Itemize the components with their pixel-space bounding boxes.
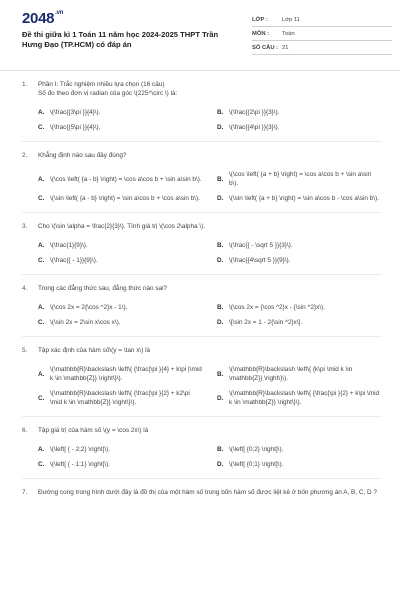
answer-option[interactable] (38, 445, 203, 454)
question-body (38, 284, 382, 293)
question-text: Tập xác định của hàm số\(y = \tan x\) là (38, 347, 151, 354)
option-label: D. (217, 124, 224, 131)
question-block (22, 346, 382, 407)
question-block (22, 222, 382, 265)
meta-value: 21 (282, 44, 289, 51)
meta-value: Toán (282, 30, 295, 37)
option-text: \(\left[ {0;1} \right]\). (229, 461, 284, 468)
option-text: \(\frac{1}{9}\). (50, 242, 88, 249)
exam-meta (252, 13, 392, 55)
meta-row-subject (252, 27, 392, 41)
answer-options (38, 170, 382, 203)
answer-option[interactable] (217, 123, 382, 132)
question-text: Số đo theo đơn vị radian của góc \(225^\circ \) là: (38, 90, 178, 97)
answer-options (38, 108, 382, 132)
option-label: D. (217, 394, 224, 402)
option-label: D. (217, 461, 224, 468)
option-text: \(\cos 2x = 2{\cos ^2}x - 1\). (50, 304, 128, 311)
answer-option[interactable] (38, 241, 203, 250)
question-number: 1. (22, 81, 28, 88)
option-text: \(\mathbb{R}\backslash \left\{ {\frac{\pi }{2} + k2\pi \mid k \in \mathbb{Z}} \right\}\). (50, 390, 190, 406)
question-number: 6. (22, 427, 28, 434)
meta-label: SỐ CÂU : (252, 44, 279, 51)
option-label: C. (38, 124, 45, 131)
question-text: Cho \(\sin \alpha = \frac{2}{3}\). Tính giá trị \(\cos 2\alpha \). (38, 223, 206, 230)
option-text: \(\mathbb{R}\backslash \left\{ {k\pi \mid k \in \mathbb{Z}} \right\}\). (229, 366, 353, 382)
question-list (22, 80, 382, 503)
question-number: 4. (22, 285, 28, 292)
answer-option[interactable] (38, 365, 203, 383)
option-text: \[\sin 2x = 1 - 2{\sin ^2}x\]. (229, 319, 303, 326)
question-text: Trong các đẳng thức sau, đẳng thức nào sai? (38, 285, 168, 292)
question-header (22, 284, 382, 293)
option-text: \(\mathbb{R}\backslash \left\{ {\frac{\pi }{2} + k\pi \mid k \in \mathbb{Z}} \right\}\). (229, 390, 380, 406)
option-label: D. (217, 195, 224, 202)
question-separator (22, 416, 382, 417)
option-label: C. (38, 394, 45, 402)
question-header (22, 488, 382, 497)
question-body (38, 222, 382, 231)
option-text: \(\left[ { - 2;2} \right]\). (50, 446, 111, 453)
question-number: 5. (22, 347, 28, 354)
answer-option[interactable] (38, 123, 203, 132)
answer-option[interactable] (217, 108, 382, 117)
option-label: C. (38, 319, 45, 326)
question-body (38, 151, 382, 160)
answer-option[interactable] (38, 170, 203, 188)
question-body (38, 426, 382, 435)
option-text: \(\frac{{ - 1}}{9}\). (50, 257, 98, 264)
option-label: A. (38, 304, 45, 311)
option-label: B. (217, 242, 224, 249)
option-label: D. (217, 319, 224, 326)
exam-title: Đề thi giữa kì 1 Toán 11 năm học 2024-2025 THPT Trần Hưng Đạo (TP.HCM) có đáp án (22, 30, 219, 49)
answer-option[interactable] (217, 194, 382, 203)
option-text: \(\frac{{2\pi }}{3}\). (229, 109, 280, 116)
answer-options (38, 241, 382, 265)
option-label: A. (38, 109, 45, 116)
answer-option[interactable] (217, 170, 382, 188)
answer-options (38, 365, 382, 407)
part-heading: Phần I: Trắc nghiệm nhiều lựa chọn (16 câu) (38, 81, 165, 88)
question-text: Đường cong trong hình dưới đây là đồ thị của một hàm số trong bốn hàm số được liệt kê ở bốn phương án A, B, C, D ? (38, 489, 377, 496)
answer-option[interactable] (217, 445, 382, 454)
answer-option[interactable] (38, 318, 203, 327)
answer-option[interactable] (38, 108, 203, 117)
option-label: C. (38, 461, 45, 468)
question-header (22, 80, 382, 98)
question-header (22, 426, 382, 435)
meta-label: MÔN : (252, 30, 270, 37)
option-label: C. (38, 195, 45, 202)
question-text: Tập giá trị của hàm số \(y = \cos 2x\) là (38, 427, 149, 434)
answer-option[interactable] (217, 303, 382, 312)
question-block (22, 80, 382, 132)
option-text: \(\sin 2x = 2\sin x\cos x\). (50, 319, 121, 326)
answer-option[interactable] (38, 389, 203, 407)
option-label: B. (217, 109, 224, 116)
option-label: A. (38, 370, 45, 378)
answer-option[interactable] (38, 256, 203, 265)
option-text: \(\frac{{ - \sqrt 5 }}{3}\). (229, 242, 293, 249)
question-text: Khẳng định nào sau đây đúng? (38, 152, 127, 159)
question-body (38, 80, 382, 98)
question-separator (22, 336, 382, 337)
answer-options (38, 303, 382, 327)
option-label: A. (38, 242, 45, 249)
option-text: \(\cos \left( {a - b} \right) = \cos a\cos b + \sin a\sin b\). (50, 175, 202, 183)
option-text: \(\mathbb{R}\backslash \left\{ {\frac{\pi }{4} + k\pi |\mid k \in \mathbb{Z}} \right\}\). (50, 366, 202, 382)
option-text: \(\left[ {0;2} \right]\). (229, 446, 284, 453)
question-separator (22, 141, 382, 142)
answer-option[interactable] (38, 303, 203, 312)
meta-row-class (252, 13, 392, 27)
answer-option[interactable] (217, 365, 382, 383)
option-label: B. (217, 370, 224, 378)
question-number: 7. (22, 489, 28, 496)
question-block (22, 426, 382, 469)
question-block (22, 151, 382, 203)
option-text: \(\frac{{3\pi }}{4}\). (50, 109, 101, 116)
answer-option[interactable] (217, 318, 382, 327)
question-body (38, 488, 382, 497)
option-text: \(\frac{{4\sqrt 5 }}{9}\). (229, 257, 291, 264)
answer-option[interactable] (38, 194, 203, 203)
option-label: B. (217, 304, 224, 311)
question-separator (22, 212, 382, 213)
question-number: 3. (22, 223, 28, 230)
option-label: B. (217, 175, 224, 183)
answer-options (38, 445, 382, 469)
question-separator (22, 274, 382, 275)
question-block (22, 488, 382, 497)
option-text: \(\frac{{5\pi }}{4}\). (50, 124, 101, 131)
question-header (22, 346, 382, 355)
option-text: \(\sin \left( {a - b} \right) = \sin a\cos b + \cos a\sin b\). (50, 195, 200, 202)
header-divider (0, 70, 400, 71)
answer-option[interactable] (217, 389, 382, 407)
answer-option[interactable] (38, 460, 203, 469)
question-header (22, 151, 382, 160)
meta-value: Lớp 11 (282, 16, 300, 23)
answer-option[interactable] (217, 460, 382, 469)
option-text: \(\cos 2x = {\cos ^2}x - {\sin ^2}x\). (229, 304, 326, 311)
option-label: A. (38, 446, 45, 453)
question-block (22, 284, 382, 327)
answer-option[interactable] (217, 241, 382, 250)
option-text: \(\cos \left( {a + b} \right) = \cos a\cos b + \sin a\sin b\). (229, 171, 372, 187)
option-label: A. (38, 175, 45, 183)
question-body (38, 346, 382, 355)
question-separator (22, 478, 382, 479)
meta-label: LỚP : (252, 16, 268, 23)
option-text: \(\sin \left( {a + b} \right) = \sin a\cos b - \cos a\sin b\). (229, 195, 379, 202)
option-label: B. (217, 446, 224, 453)
answer-option[interactable] (217, 256, 382, 265)
question-header (22, 222, 382, 231)
logo-text: 2048 (22, 10, 55, 27)
option-label: D. (217, 257, 224, 264)
question-number: 2. (22, 152, 28, 159)
page-header (0, 0, 400, 64)
meta-row-count (252, 41, 392, 55)
option-label: C. (38, 257, 45, 264)
option-text: \(\frac{{4\pi }}{3}\). (229, 124, 280, 131)
logo-suffix: .vn (55, 10, 63, 16)
option-text: \(\left[ { - 1;1} \right]\). (50, 461, 111, 468)
